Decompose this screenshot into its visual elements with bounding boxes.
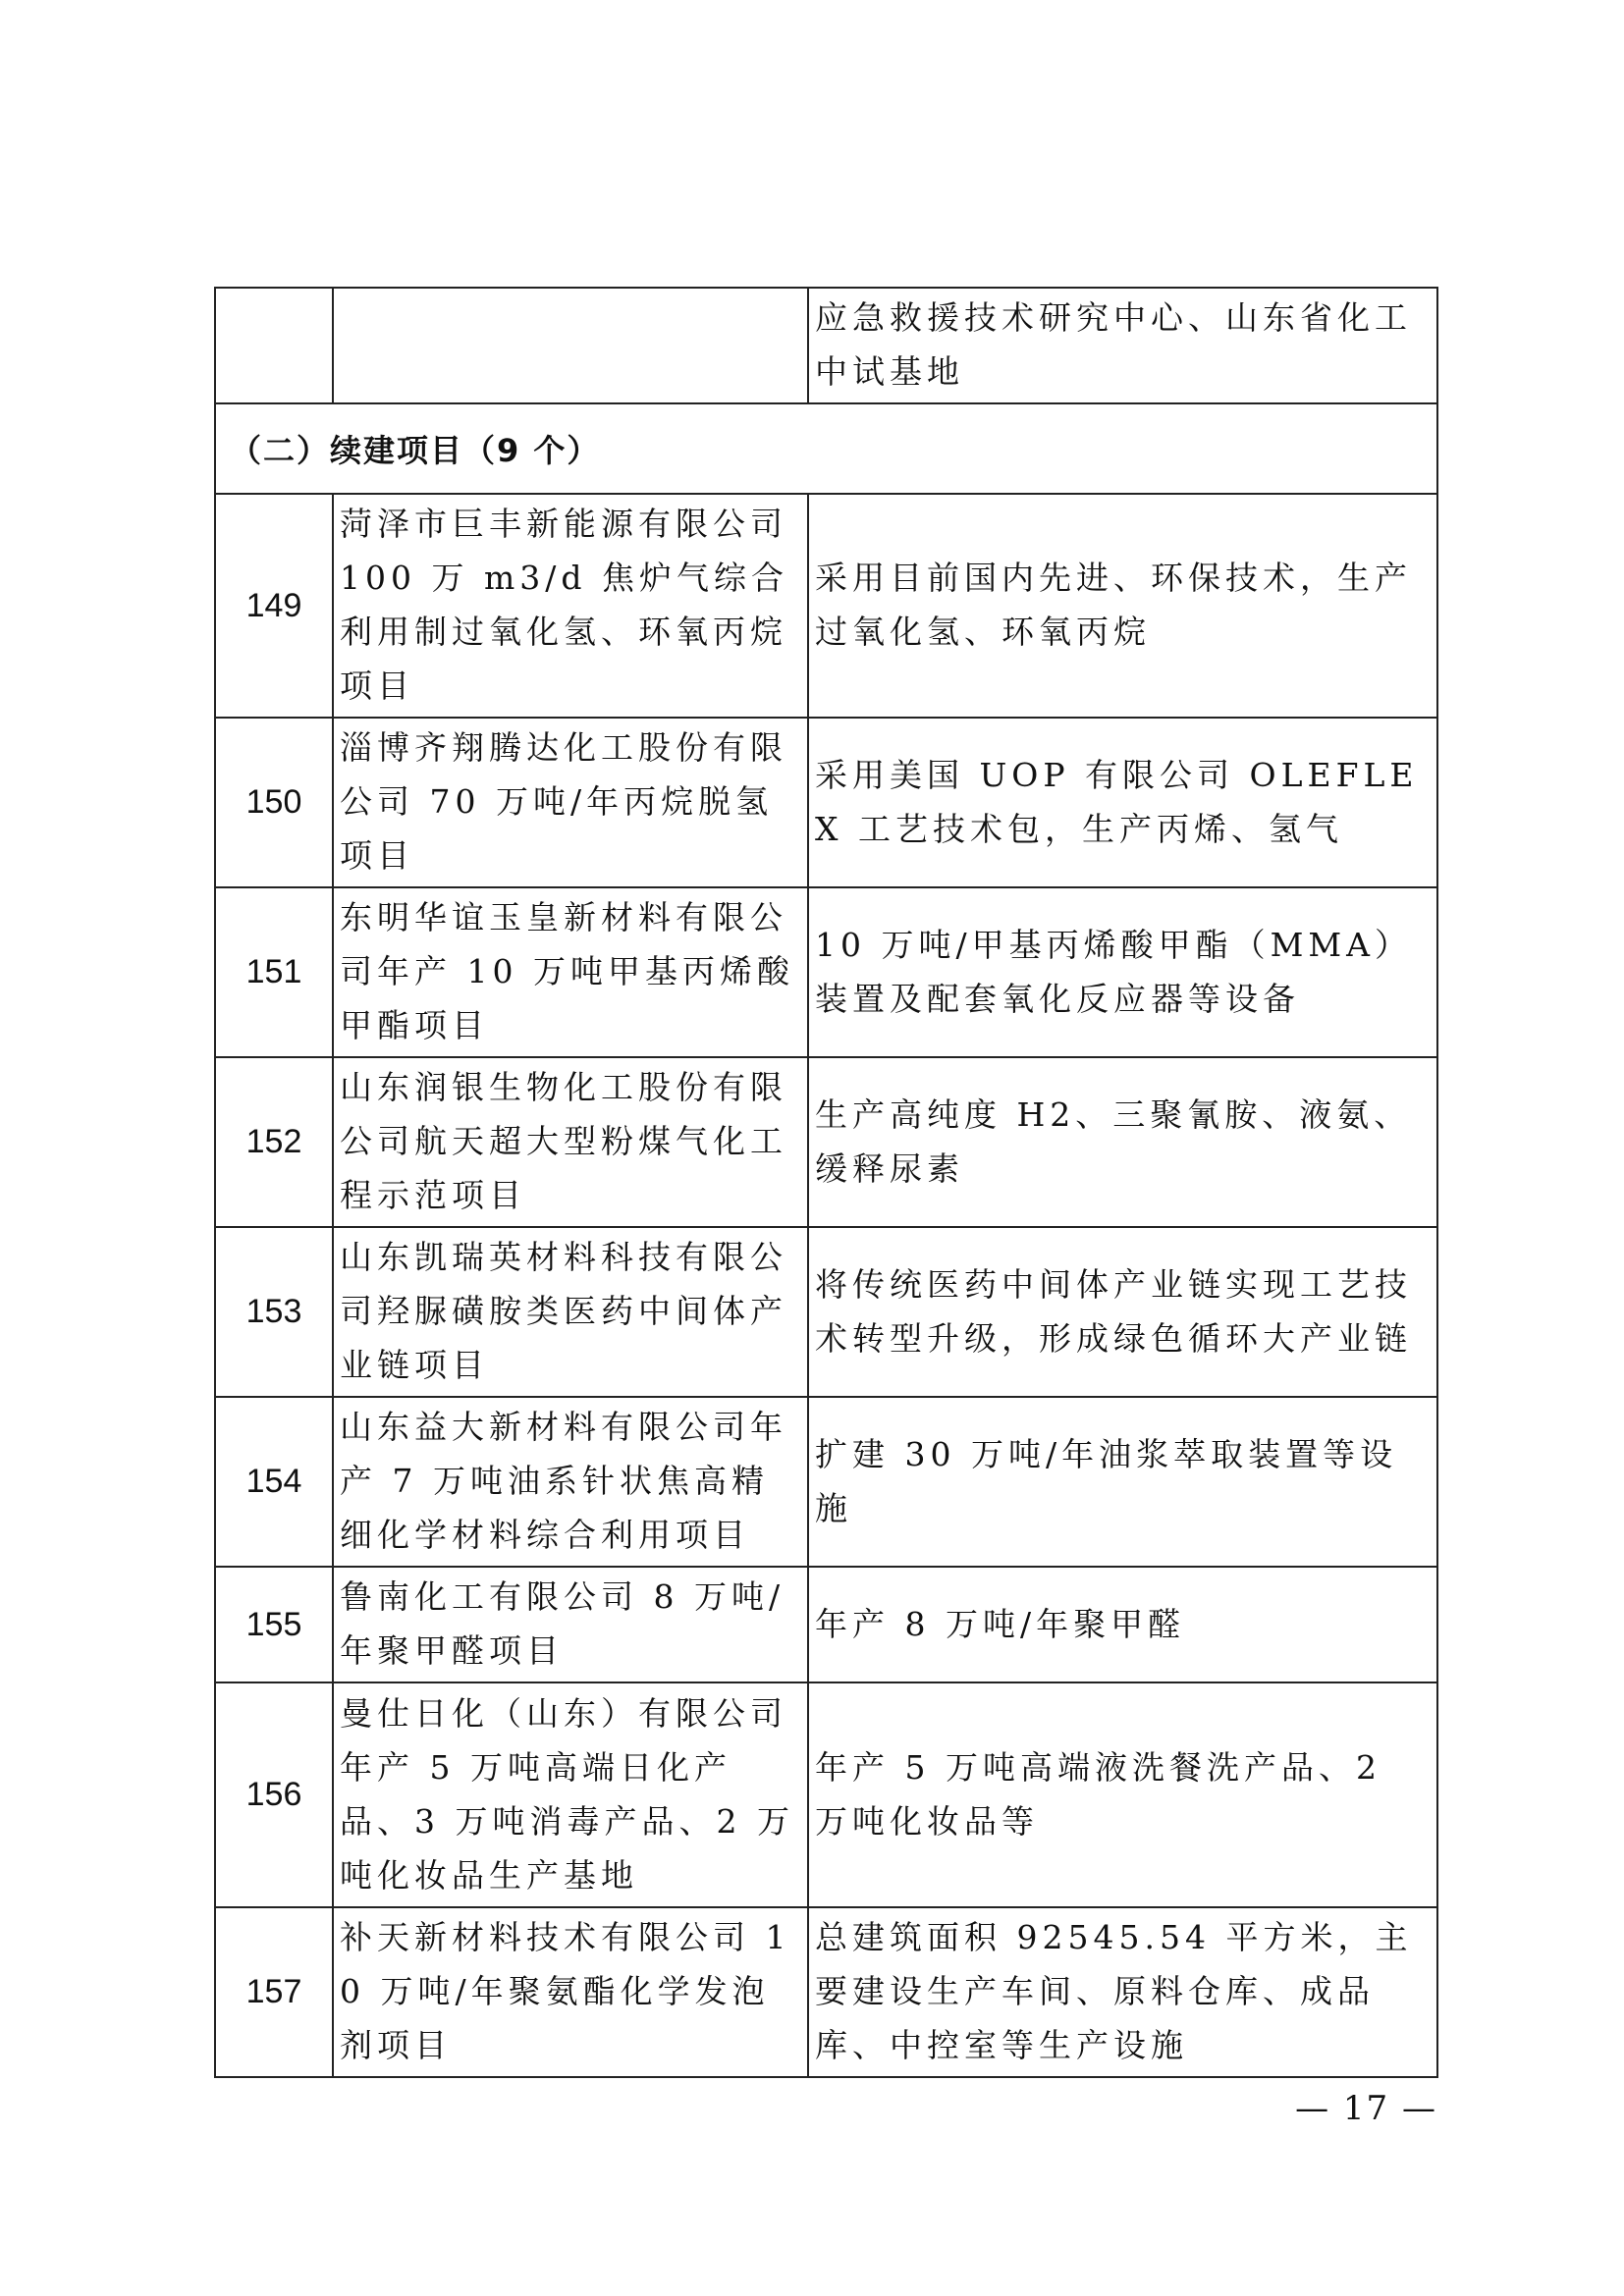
section-header-row <box>215 403 1437 494</box>
row-number: 154 <box>215 1397 333 1567</box>
table-row <box>215 1907 1437 2077</box>
project-name: 山东凯瑞英材料科技有限公司羟脲磺胺类医药中间体产业链项目 <box>333 1227 808 1397</box>
row-number: 152 <box>215 1057 333 1227</box>
table-row <box>215 718 1437 887</box>
project-name: 曼仕日化（山东）有限公司年产 5 万吨高端日化产品、3 万吨消毒产品、2 万吨化妆品生产基地 <box>333 1682 808 1907</box>
table-row <box>215 1397 1437 1567</box>
project-content: 10 万吨/甲基丙烯酸甲酯（MMA）装置及配套氧化反应器等设备 <box>808 887 1437 1057</box>
table-row <box>215 1057 1437 1227</box>
row-number: 153 <box>215 1227 333 1397</box>
project-content: 扩建 30 万吨/年油浆萃取装置等设施 <box>808 1397 1437 1567</box>
project-name: 补天新材料技术有限公司 10 万吨/年聚氨酯化学发泡剂项目 <box>333 1907 808 2077</box>
table-row <box>215 1227 1437 1397</box>
table-row-continued <box>215 288 1437 403</box>
page-number: — 17 — <box>1295 2089 1437 2128</box>
project-name: 山东益大新材料有限公司年产 7 万吨油系针状焦高精细化学材料综合利用项目 <box>333 1397 808 1567</box>
project-content: 采用目前国内先进、环保技术，生产过氧化氢、环氧丙烷 <box>808 494 1437 718</box>
row-number: 149 <box>215 494 333 718</box>
row-number: 151 <box>215 887 333 1057</box>
project-content: 年产 5 万吨高端液洗餐洗产品、2 万吨化妆品等 <box>808 1682 1437 1907</box>
row-number: 150 <box>215 718 333 887</box>
project-name: 淄博齐翔腾达化工股份有限公司 70 万吨/年丙烷脱氢项目 <box>333 718 808 887</box>
row-number: 156 <box>215 1682 333 1907</box>
project-content: 年产 8 万吨/年聚甲醛 <box>808 1567 1437 1682</box>
row-number <box>215 288 333 403</box>
section-title: （二）续建项目（9 个） <box>215 403 1437 494</box>
project-content: 应急救援技术研究中心、山东省化工中试基地 <box>808 288 1437 403</box>
table-row <box>215 887 1437 1057</box>
row-number: 155 <box>215 1567 333 1682</box>
project-content: 总建筑面积 92545.54 平方米，主要建设生产车间、原料仓库、成品库、中控室等生产设施 <box>808 1907 1437 2077</box>
project-name: 鲁南化工有限公司 8 万吨/年聚甲醛项目 <box>333 1567 808 1682</box>
project-content: 采用美国 UOP 有限公司 OLEFLEX 工艺技术包，生产丙烯、氢气 <box>808 718 1437 887</box>
projects-table <box>214 287 1438 2078</box>
table-row <box>215 1682 1437 1907</box>
project-name: 东明华谊玉皇新材料有限公司年产 10 万吨甲基丙烯酸甲酯项目 <box>333 887 808 1057</box>
project-content: 将传统医药中间体产业链实现工艺技术转型升级，形成绿色循环大产业链 <box>808 1227 1437 1397</box>
row-number: 157 <box>215 1907 333 2077</box>
project-name: 菏泽市巨丰新能源有限公司100 万 m3/d 焦炉气综合利用制过氧化氢、环氧丙烷项目 <box>333 494 808 718</box>
project-name: 山东润银生物化工股份有限公司航天超大型粉煤气化工程示范项目 <box>333 1057 808 1227</box>
table-row <box>215 494 1437 718</box>
project-content: 生产高纯度 H2、三聚氰胺、液氨、缓释尿素 <box>808 1057 1437 1227</box>
table-row <box>215 1567 1437 1682</box>
project-name <box>333 288 808 403</box>
